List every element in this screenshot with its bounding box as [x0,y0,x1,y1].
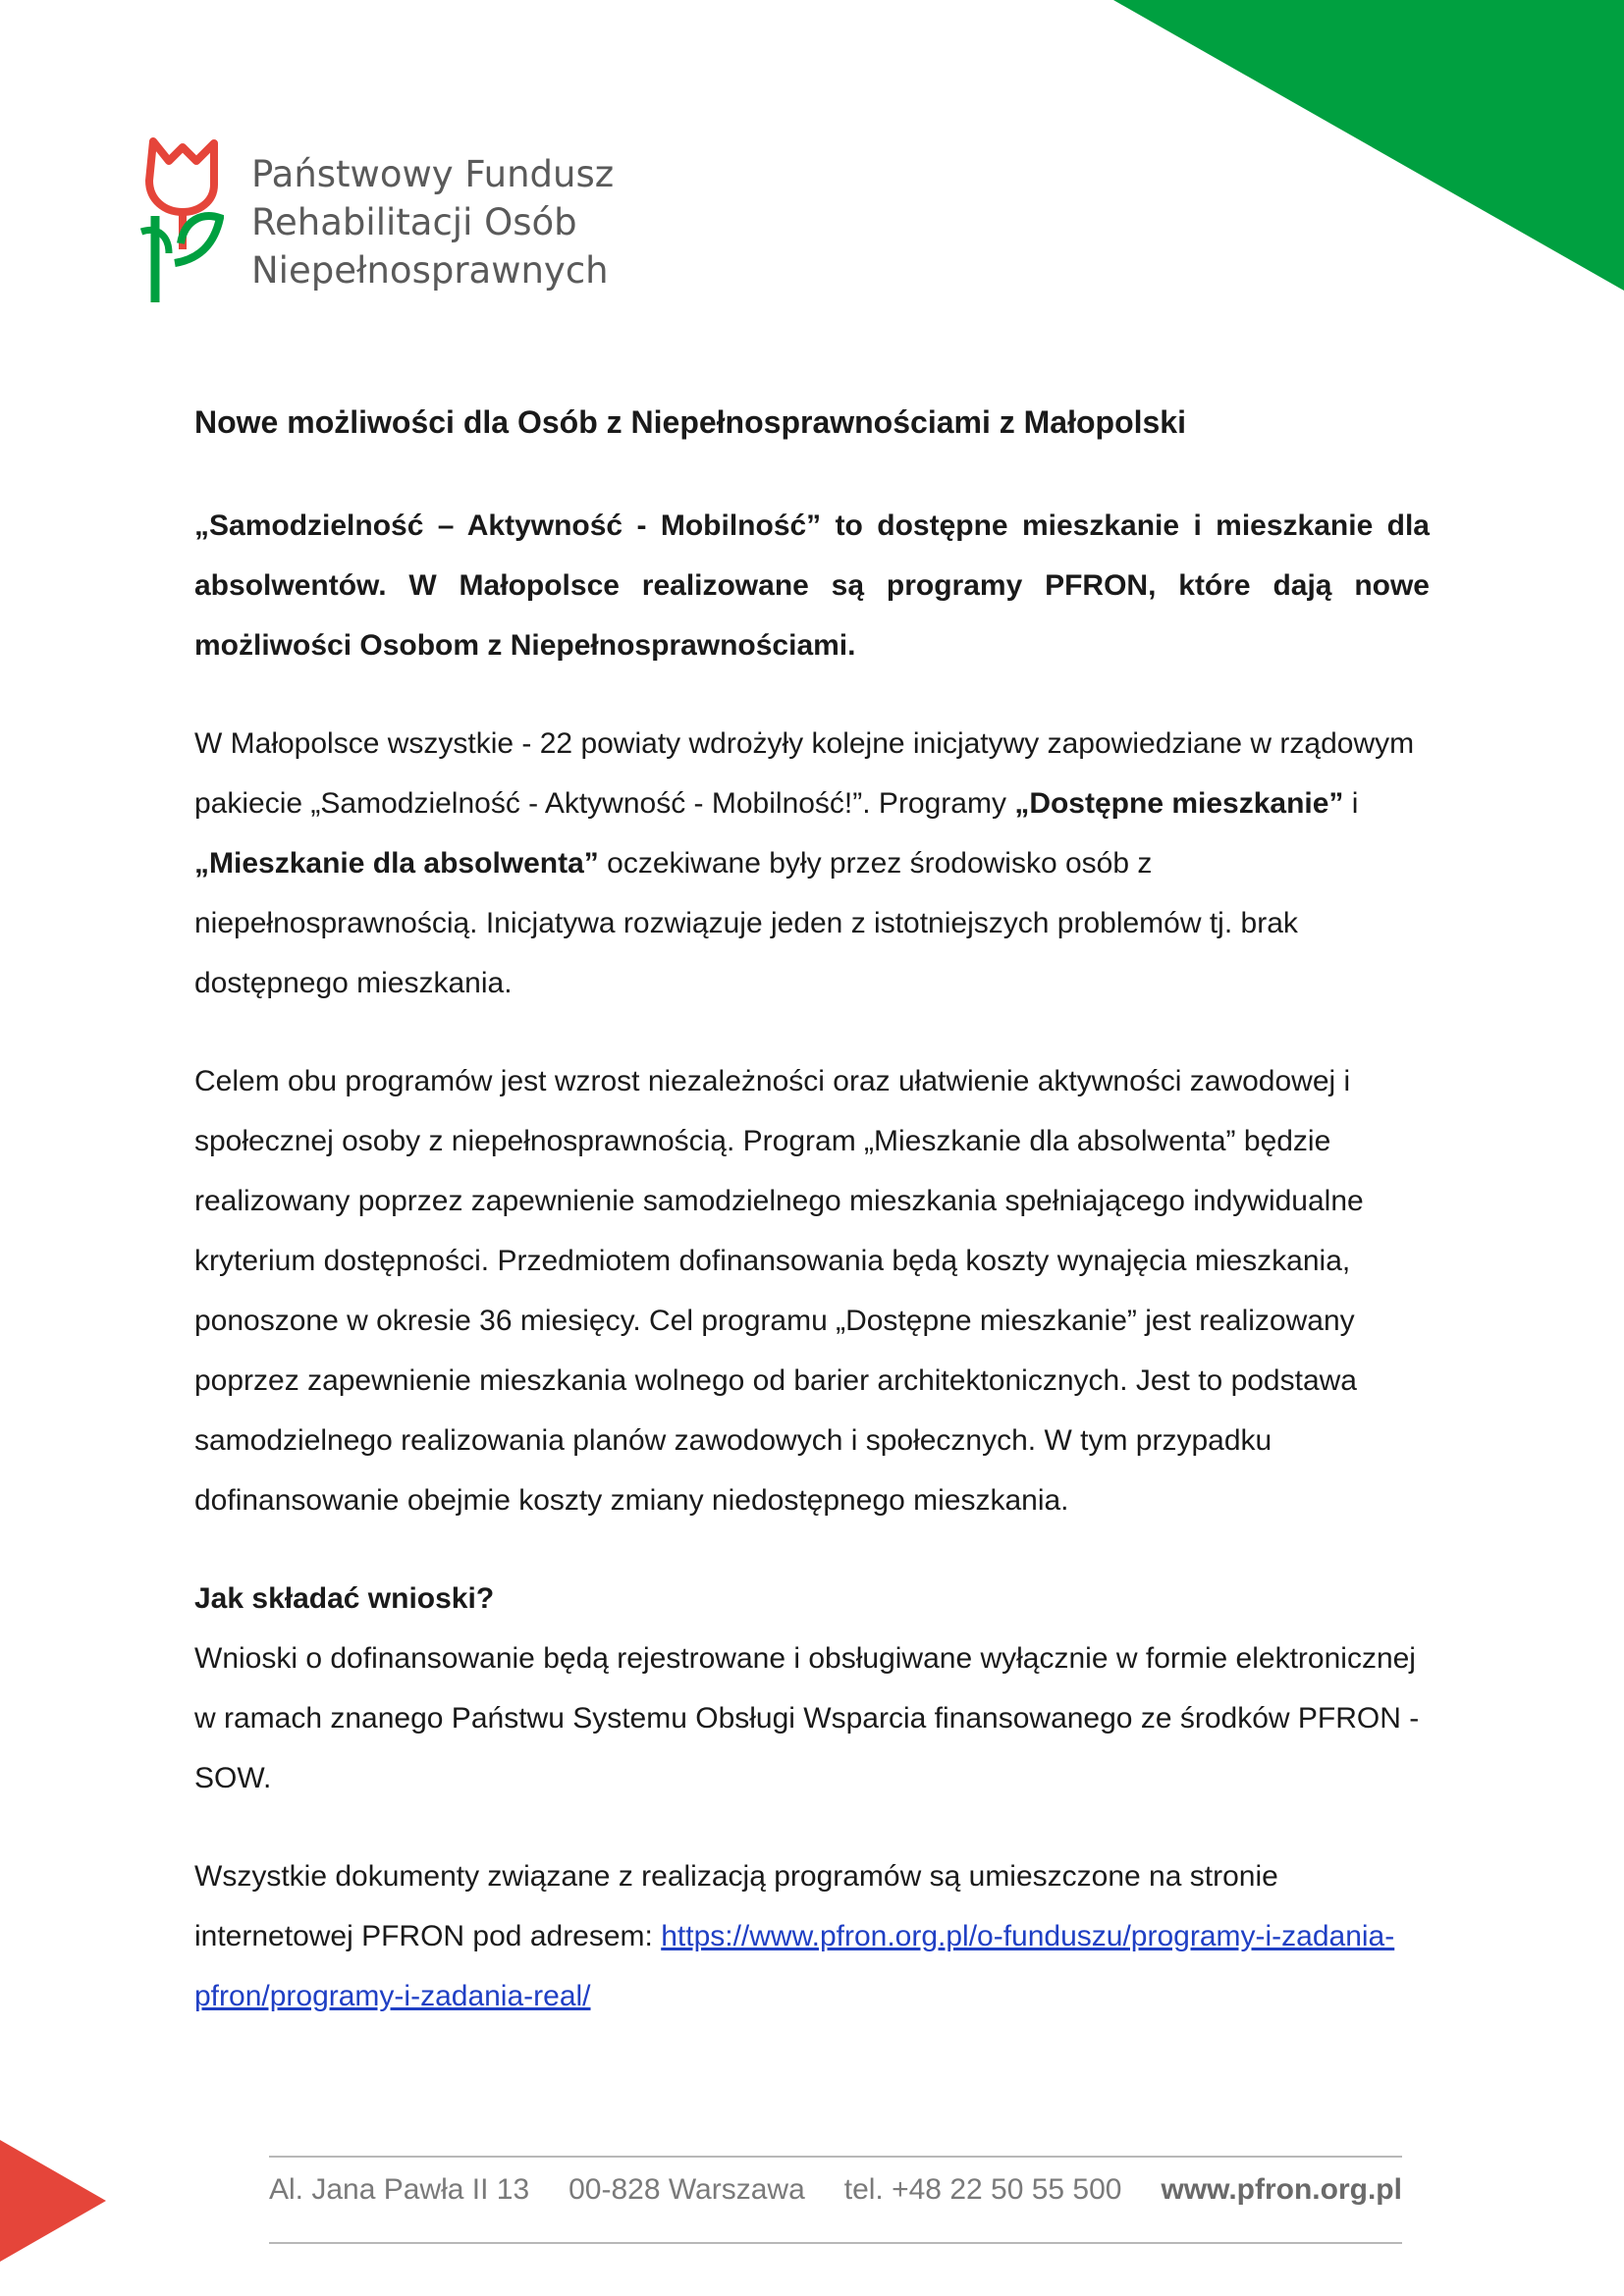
red-triangle-decoration [0,2140,106,2262]
tulip-icon [139,137,224,306]
lead-paragraph: „Samodzielność – Aktywność - Mobilność” to dostępne mieszkanie i mieszkanie dla absolwentów. W Małopolsce realizowane są programy PFRON, które dają nowe możliwości Osobom z Niepełnosprawnościami. [194,509,1430,662]
article-title: Nowe możliwości dla Osób z Niepełnosprawnościami z Małopolski [194,404,1186,440]
paragraph-application: Wnioski o dofinansowanie będą rejestrowane i obsługiwane wyłącznie w formie elektronicznej w ramach znanego Państwu Systemu Obsługi Wsparcia finansowanego ze środków PFRON - SOW. [194,1642,1420,1794]
paragraph-documents [194,1846,1430,2026]
footer-divider-top [269,2156,1402,2158]
paragraph-text: Wszystkie dokumenty związane z realizacją programów są umieszczone na stronie internetowej PFRON pod adresem: [194,1860,1278,1952]
footer-website: www.pfron.org.pl [1161,2173,1402,2206]
program-name-bold: „Dostępne mieszkanie” [1014,787,1344,820]
paragraph-goals: Celem obu programów jest wzrost niezależności oraz ułatwienie aktywności zawodowej i społecznej osoby z niepełnosprawnością. Program „Mieszkanie dla absolwenta” będzie realizowany poprzez zapewnienie samodzielnego mieszkania spełniającego indywidualne kryterium dostępności. Przedmiotem dofinansowania będą koszty wynajęcia mieszkania, ponoszone w okresie 36 miesięcy. Cel programu „Dostępne mieszkanie” jest realizowany poprzez zapewnienie mieszkania wolnego od barier architektonicznych. Jest to podstawa samodzielnego realizowania planów zawodowych i społecznych. W tym przypadku dofinansowanie obejmie koszty zmiany niedostępnego mieszkania. [194,1065,1364,1517]
green-corner-decoration [1113,0,1624,291]
footer-address: Al. Jana Pawła II 13 [269,2173,530,2206]
paragraph-text: oczekiwane były przez środowisko osób z niepełnosprawnością. Inicjatywa rozwiązuje jeden z istotniejszych problemów tj. brak dostępnego mieszkania. [194,847,1298,999]
paragraph-text: i [1343,787,1359,820]
logo-line: Niepełnosprawnych [251,248,609,292]
program-name-bold: „Mieszkanie dla absolwenta” [194,847,599,880]
footer-city: 00-828 Warszawa [568,2173,805,2206]
article-body [194,393,1430,2064]
logo-wordmark [251,150,614,294]
how-to-apply-heading: Jak składać wnioski? [194,1582,495,1615]
footer-contact [269,2173,1402,2207]
pfron-programs-link[interactable]: https://www.pfron.org.pl/o-funduszu/programy-i-zadania-pfron/programy-i-zadania-real/ [194,1920,1395,2012]
logo-line: Rehabilitacji Osób [251,200,577,243]
footer-divider-bottom [269,2242,1402,2244]
paragraph-intro [194,714,1430,1013]
footer-phone: tel. +48 22 50 55 500 [843,2173,1122,2206]
paragraph-text: W Małopolsce wszystkie - 22 powiaty wdrożyły kolejne inicjatywy zapowiedziane w rządowym pakiecie „Samodzielność - Aktywność - Mobilność!”. Programy [194,727,1415,820]
logo-line: Państwowy Fundusz [251,152,615,195]
pfron-logo [139,137,614,306]
